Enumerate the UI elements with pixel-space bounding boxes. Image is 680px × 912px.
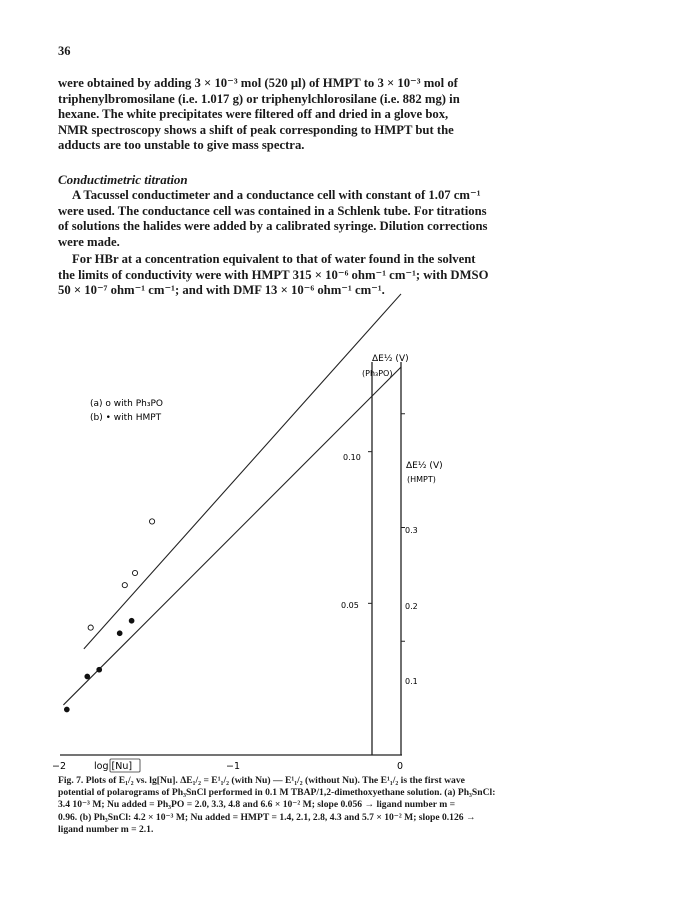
x-axis-label: log [Nu]	[94, 761, 133, 772]
right-axis-label: ΔE½ (V)	[406, 461, 443, 471]
text-line: NMR spectroscopy shows a shift of peak corresponding to HMPT but the	[58, 122, 454, 137]
text-line: triphenylbromosilane (i.e. 1.017 g) or triphenylchlorosilane (i.e. 882 mg) in	[58, 91, 460, 106]
data-point-b	[117, 631, 122, 636]
figure-caption	[58, 775, 618, 836]
left-tick-label: 0.10	[343, 453, 361, 462]
fit-line-a	[84, 294, 401, 649]
text-line: the limits of conductivity were with HMPT 315 × 10⁻⁶ ohm⁻¹ cm⁻¹; with DMSO	[58, 267, 489, 282]
text-line: A Tacussel conductimeter and a conductance cell with constant of 1.07 cm⁻¹	[72, 188, 481, 202]
text-line: adducts are too unstable to give mass spectra.	[58, 138, 305, 153]
data-point-b	[64, 707, 69, 712]
caption-line: Fig. 7. Plots of E₁/₂ vs. lg[Nu]. ΔE₁/₂ = E¹₁/₂ (with Nu) — E¹₁/₂ (without Nu). The E¹₁/₂ is the first wave	[58, 775, 465, 786]
data-point-a	[122, 583, 127, 588]
caption-line: potential of polarograms of Ph₃SnCl performed in 0.1 M TBAP/1,2-dimethoxyethane solution. (a) Ph₃SnCl:	[58, 787, 496, 799]
data-point-a	[132, 570, 137, 575]
left-axis-label: ΔE½ (V)	[372, 354, 409, 364]
text-line: were obtained by adding 3 × 10⁻³ mol (520 μl) of HMPT to 3 × 10⁻³ mol of	[58, 76, 458, 90]
x-tick-label: −1	[226, 761, 241, 772]
x-tick-label: −2	[52, 761, 67, 772]
left-tick-label: 0.05	[341, 601, 359, 610]
caption-line: 3.4 10⁻³ M; Nu added = Ph₃PO = 2.0, 3.3, 4.8 and 6.6 × 10⁻² M; slope 0.056 → ligand number m =	[58, 799, 456, 811]
x-tick-label: 0	[397, 761, 404, 772]
data-point-b	[85, 674, 90, 679]
text-line: 50 × 10⁻⁷ ohm⁻¹ cm⁻¹; and with DMF 13 × 10⁻⁶ ohm⁻¹ cm⁻¹.	[58, 283, 385, 298]
text-line: hexane. The white precipitates were filtered off and dried in a glove box,	[58, 107, 449, 122]
left-axis-label-sub: (Ph₃PO)	[362, 369, 393, 378]
right-tick-label: 0.3	[405, 526, 418, 535]
text-line: were made.	[58, 234, 120, 249]
data-point-b	[97, 667, 102, 672]
section-heading: Conductimetric titration	[58, 172, 188, 187]
legend-a: (a) o with Ph₃PO	[90, 399, 163, 409]
caption-line: ligand number m = 2.1.	[58, 823, 154, 835]
right-tick-label: 0.2	[405, 602, 418, 611]
caption-line: 0.96. (b) Ph₃SnCl: 4.2 × 10⁻³ M; Nu added = HMPT = 1.4, 2.1, 2.8, 4.3 and 5.7 × 10⁻² M; slope 0.126 →	[58, 811, 476, 823]
text-line: were used. The conductance cell was contained in a Schlenk tube. For titrations	[58, 203, 487, 218]
text-line: For HBr at a concentration equivalent to that of water found in the solvent	[72, 252, 476, 266]
right-tick-label: 0.1	[405, 677, 418, 686]
legend-b: (b) • with HMPT	[90, 413, 162, 423]
data-point-a	[88, 625, 93, 630]
page-number: 36	[58, 44, 71, 58]
text-line: of solutions the halides were added by a calibrated syringe. Dilution corrections	[58, 219, 488, 234]
data-point-a	[149, 519, 154, 524]
data-point-b	[129, 618, 134, 623]
right-axis-label-sub: (HMPT)	[407, 475, 436, 484]
